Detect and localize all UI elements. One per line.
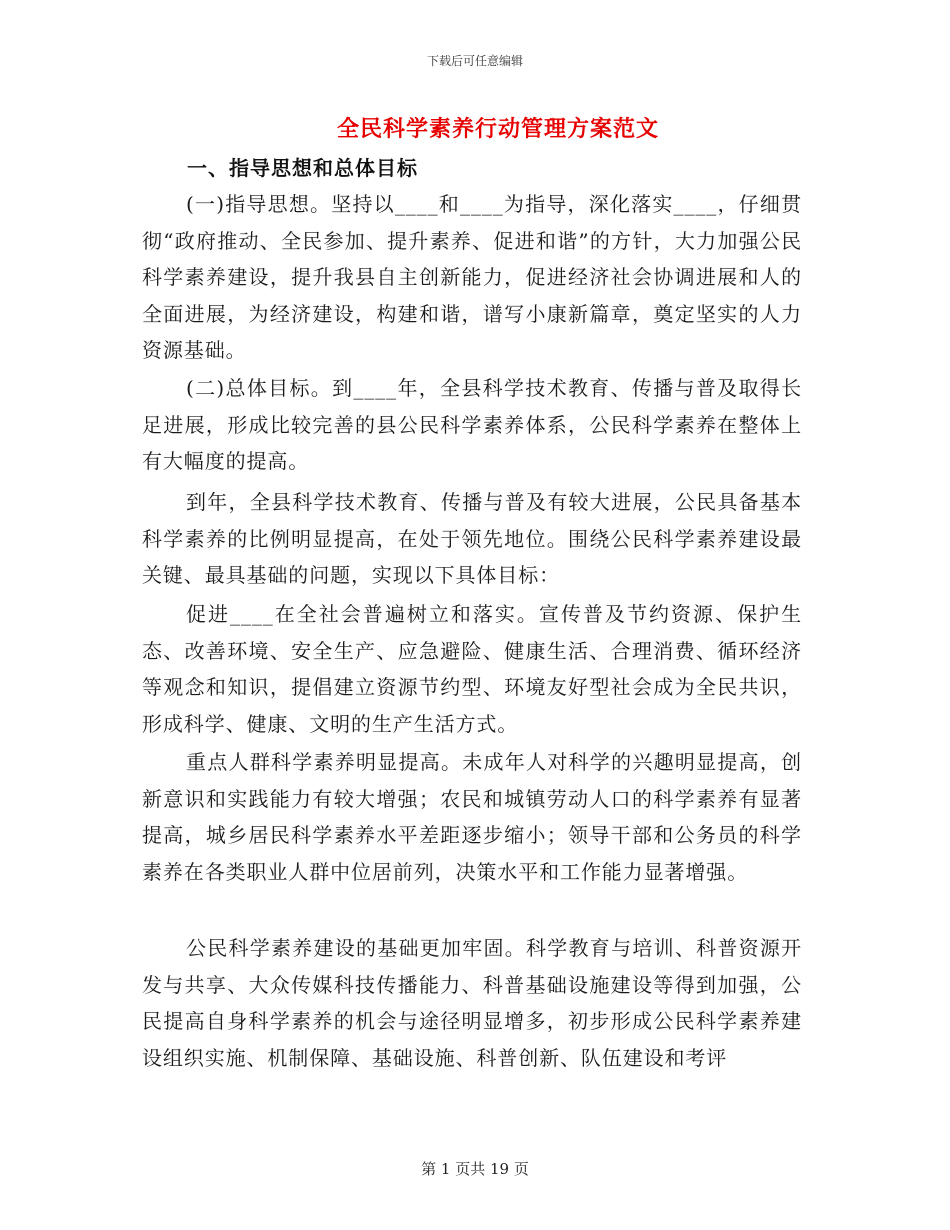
- section-heading: 一、指导思想和总体目标: [187, 156, 418, 180]
- page-header-note: 下载后可任意编辑: [426, 54, 523, 68]
- paragraph-guiding-ideology: (一)指导思想。坚持以____和____为指导，深化落实____，仔细贯彻“政府推动、全民参加、提升素养、促进和谐”的方针，大力加强公民科学素养建设，提升我县自主创新能力，促进经济社会协调进展和人的全面进展，为经济建设，构建和谐，谱写小康新篇章，奠定坚实的人力资源基础。: [142, 192, 802, 363]
- paragraph-key-groups: 重点人群科学素养明显提高。未成年人对科学的兴趣明显提高，创新意识和实践能力有较大增强；农民和城镇劳动人口的科学素养有显著提高，城乡居民科学素养水平差距逐步缩小；领导干部和公务员的科学素养在各类职业人群中位居前列，决策水平和工作能力显著增强。: [142, 750, 802, 884]
- paragraph-year-goal: 到年，全县科学技术教育、传播与普及有较大进展，公民具备基本科学素养的比例明显提高，在处于领先地位。围绕公民科学素养建设最关键、最具基础的问题，实现以下具体目标：: [142, 490, 802, 588]
- document-title: 全民科学素养行动管理方案范文: [336, 116, 659, 142]
- paragraph-foundation: 公民科学素养建设的基础更加牢固。科学教育与培训、科普资源开发与共享、大众传媒科技传播能力、科普基础设施建设等得到加强，公民提高自身科学素养的机会与途径明显增多，初步形成公民科学素养建设组织实施、机制保障、基础设施、科普创新、队伍建设和考评: [142, 936, 802, 1070]
- paragraph-promote: 促进____在全社会普遍树立和落实。宣传普及节约资源、保护生态、改善环境、安全生产、应急避险、健康生活、合理消费、循环经济等观念和知识，提倡建立资源节约型、环境友好型社会成为全民共识，形成科学、健康、文明的生产生活方式。: [142, 602, 802, 736]
- paragraph-overall-goal: (二)总体目标。到____年，全县科学技术教育、传播与普及取得长足进展，形成比较完善的县公民科学素养体系，公民科学素养在整体上有大幅度的提高。: [142, 376, 802, 474]
- page-number-footer: 第 1 页共 19 页: [421, 1160, 529, 1178]
